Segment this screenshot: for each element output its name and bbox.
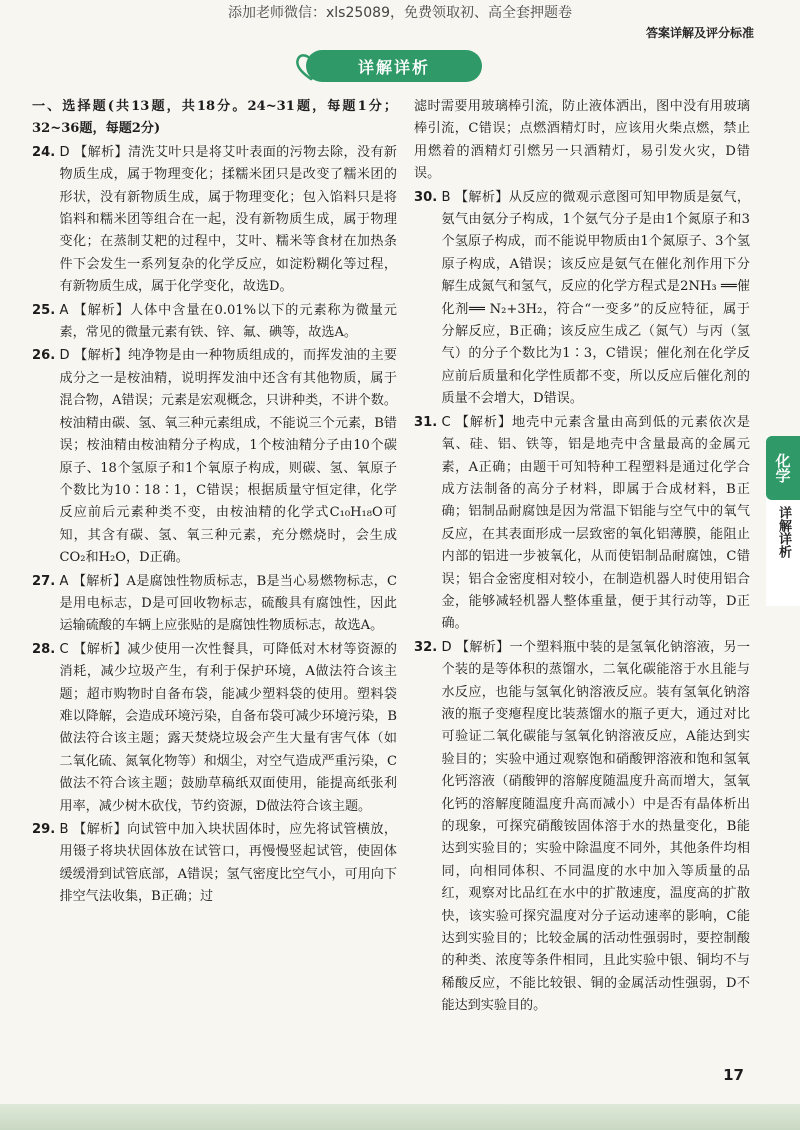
answer-item bbox=[414, 637, 750, 1018]
answer-item bbox=[32, 639, 397, 818]
question-number: 27. bbox=[32, 573, 56, 589]
question-number: 32. bbox=[414, 639, 438, 655]
banner-title: 详解详析 bbox=[357, 57, 430, 77]
question-number: 31. bbox=[414, 414, 438, 430]
question-number: 28. bbox=[32, 641, 56, 657]
analysis-tag: 【解析】 bbox=[72, 573, 127, 589]
answer-item bbox=[32, 571, 397, 638]
answer-letter: B bbox=[59, 822, 69, 837]
question-number: 30. bbox=[414, 189, 438, 205]
side-tab bbox=[766, 436, 800, 606]
analysis-text: A是腐蚀性物质标志，B是当心易燃物标志，C是用电标志，D是可回收物标志，硫酸具有腐蚀性，因此运输硫酸的车辆上应张贴的是腐蚀性物质标志，故选A。 bbox=[59, 573, 397, 634]
analysis-text: 清洗艾叶只是将艾叶表面的污物去除，没有新物质生成，属于物理变化；揉糯米团只是改变了糯米团的形状，没有新物质生成，属于物理变化；包入馅料只是将馅料和糯米团等组合在一起，没有新物质生成，属于物理变化；在蒸制艾粑的过程中，艾叶、糯米等食材在加热条件下会发生一系列复杂的化学反应，如淀粉糊化等过程，有新物质生成，属于化学变化，故选D。 bbox=[59, 144, 398, 295]
analysis-tag: 【解析】 bbox=[454, 189, 509, 205]
section-heading: 一、选择题(共13题，共18分。24~31题，每题1分；32~36题，每题2分) bbox=[32, 99, 397, 137]
analysis-tag: 【解析】 bbox=[73, 822, 128, 837]
answer-letter: A bbox=[59, 573, 69, 589]
answer-letter: D bbox=[441, 639, 452, 655]
analysis-tag: 【解析】 bbox=[455, 414, 513, 430]
answer-letter: D bbox=[59, 144, 70, 160]
analysis-text: 向试管中加入块状固体时，应先将试管横放，用镊子将块状固体放在试管口，再慢慢竖起试管，使固体缓缓滑到试管底部，A错误；氢气密度比空气小，可用向下排空气法收集，B正确；过 bbox=[59, 822, 398, 905]
answer-item bbox=[414, 412, 750, 636]
answer-letter: A bbox=[59, 302, 69, 318]
answer-item bbox=[32, 142, 397, 299]
analysis-text: 人体中含量在0.01%以下的元素称为微量元素，常见的微量元素有铁、锌、氟、碘等，故选A。 bbox=[59, 302, 397, 341]
answer-letter: C bbox=[441, 414, 451, 430]
analysis-text: 地壳中元素含量由高到低的元素依次是氧、硅、铝、铁等，铝是地壳中含量最高的金属元素，A正确；由题干可知特种工程塑料是通过化学合成方法制备的高分子材料，即属于合成材料，B正确；铝制品耐腐蚀是因为常温下铝能与空气中的氧气反应，在其表面形成一层致密的氧化铝薄膜，能阻止内部的铝进一步被氧化，从而使铝制品耐腐蚀，C错误；铝合金密度相对较小，在制造机器人时使用铝合金，能够减轻机器人整体重量，便于其行动等，D正确。 bbox=[441, 414, 751, 632]
analysis-text: 减少使用一次性餐具，可降低对木材等资源的消耗，减少垃圾产生，有利于保护环境，A做法符合该主题；超市购物时自备布袋，能减少塑料袋的使用。塑料袋难以降解，会造成环境污染，自备布袋可减少环境污染，B做法符合该主题；露天焚烧垃圾会产生大量有害气体（如二氧化硫、氮氧化物等）和烟尘，对空气造成严重污染，C做法不符合该主题；鼓励草稿纸双面使用，能提高纸张利用率，减少树木砍伐，节约资源，D做法符合该主题。 bbox=[59, 641, 397, 814]
answer-item bbox=[414, 187, 750, 411]
question-number: 24. bbox=[32, 144, 56, 160]
analysis-tag: 【解析】 bbox=[73, 302, 130, 318]
answer-item bbox=[32, 300, 397, 345]
answer-item bbox=[32, 819, 397, 909]
header-title: 答案详解及评分标准 bbox=[645, 26, 754, 40]
answer-letter: C bbox=[59, 641, 69, 657]
subject-tab: 化学 bbox=[766, 436, 800, 500]
watermark-text: 添加老师微信：xls25089，免费领取初、高全套押题卷 bbox=[227, 5, 572, 21]
analysis-tag: 【解析】 bbox=[73, 641, 128, 657]
answer-letter: D bbox=[59, 348, 70, 364]
bottom-decoration bbox=[0, 1104, 800, 1130]
analysis-tag: 【解析】 bbox=[456, 639, 510, 655]
analysis-text: 一个塑料瓶中装的是氢氧化钠溶液，另一个装的是等体积的蒸馏水，二氧化碳能溶于水且能与水反应，也能与氢氧化钠溶液反应。装有氢氧化钠溶液的瓶子变瘪程度比装蒸馏水的瓶子更大，通过对比可验证二氧化碳能与氢氧化钠溶液反应，A能达到实验目的；实验中通过观察饱和硝酸钾溶液和饱和氢氧化钙溶液（硝酸钾的溶解度随温度升高而增大，氢氧化钙的溶解度随温度升高而减小）中是否有晶体析出的现象，可探究硝酸铵固体溶于水的热量变化，B能达到实验目的；实验中除温度不同外，其他条件均相同，向相同体积、不同温度的水中加入等质量的品红，观察对比品红在水中的扩散速度，温度高的扩散快，该实验可探究温度对分子运动速率的影响，C能达到实验目的；比较金属的活动性强弱时，要控制酸的种类、浓度等条件相同，且此实验中银、铜均不与稀酸反应，不能比较银、铜的金属活动性强弱，D不能达到实验目的。 bbox=[441, 639, 751, 1014]
question-number: 29. bbox=[32, 822, 56, 837]
answer-item bbox=[32, 345, 397, 569]
left-column bbox=[32, 96, 397, 910]
question-number: 26. bbox=[32, 348, 56, 364]
answer-continuation: 滤时需要用玻璃棒引流，防止液体洒出，图中没有用玻璃棒引流，C错误；点燃酒精灯时，应该用火柴点燃，禁止用燃着的酒精灯引燃另一只酒精灯，易引发火灾，D错误。 bbox=[414, 99, 750, 182]
question-number: 25. bbox=[32, 302, 56, 318]
answer-letter: B bbox=[441, 189, 451, 205]
page-number: 17 bbox=[723, 1066, 744, 1084]
analysis-tag: 【解析】 bbox=[74, 348, 129, 364]
right-column bbox=[414, 96, 750, 1019]
section-banner bbox=[306, 50, 482, 82]
analysis-text: 纯净物是由一种物质组成的，而挥发油的主要成分之一是桉油精，说明挥发油中还含有其他物质，属于混合物，A错误；元素是宏观概念，只讲种类，不讲个数。桉油精由碳、氢、氧三种元素组成，不能说三个元素，B错误；桉油精由桉油精分子构成，1个桉油精分子由10个碳原子、18个氢原子和1个氧原子构成，则碳、氢、氧原子个数比为10∶18∶1，C错误；根据质量守恒定律，化学反应前后元素种类不变，由桉油精的化学式C₁₀H₁₈O可知，其含有碳、氢、氧三种元素，充分燃烧时，会生成CO₂和H₂O，D正确。 bbox=[59, 348, 398, 566]
analysis-text: 从反应的微观示意图可知甲物质是氨气，氨气由氨分子构成，1个氨气分子是由1个氮原子和3个氢原子构成，而不能说甲物质由1个氮原子、3个氢原子构成，A错误；该反应是氨气在催化剂作用下分解生成氮气和氢气，反应的化学方程式是2NH₃ ══催化剂══ N₂+3H₂，符合“一变多”的反应特征，属于分解反应，B正确；该反应生成乙（氮气）与丙（氢气）的分子个数比为1∶3，C错误；催化剂在化学反应前后质量和化学性质都不变，所以反应后催化剂的质量不会增大，D错误。 bbox=[441, 189, 751, 407]
side-label: 详解详析 bbox=[776, 506, 791, 558]
analysis-tag: 【解析】 bbox=[74, 144, 129, 160]
